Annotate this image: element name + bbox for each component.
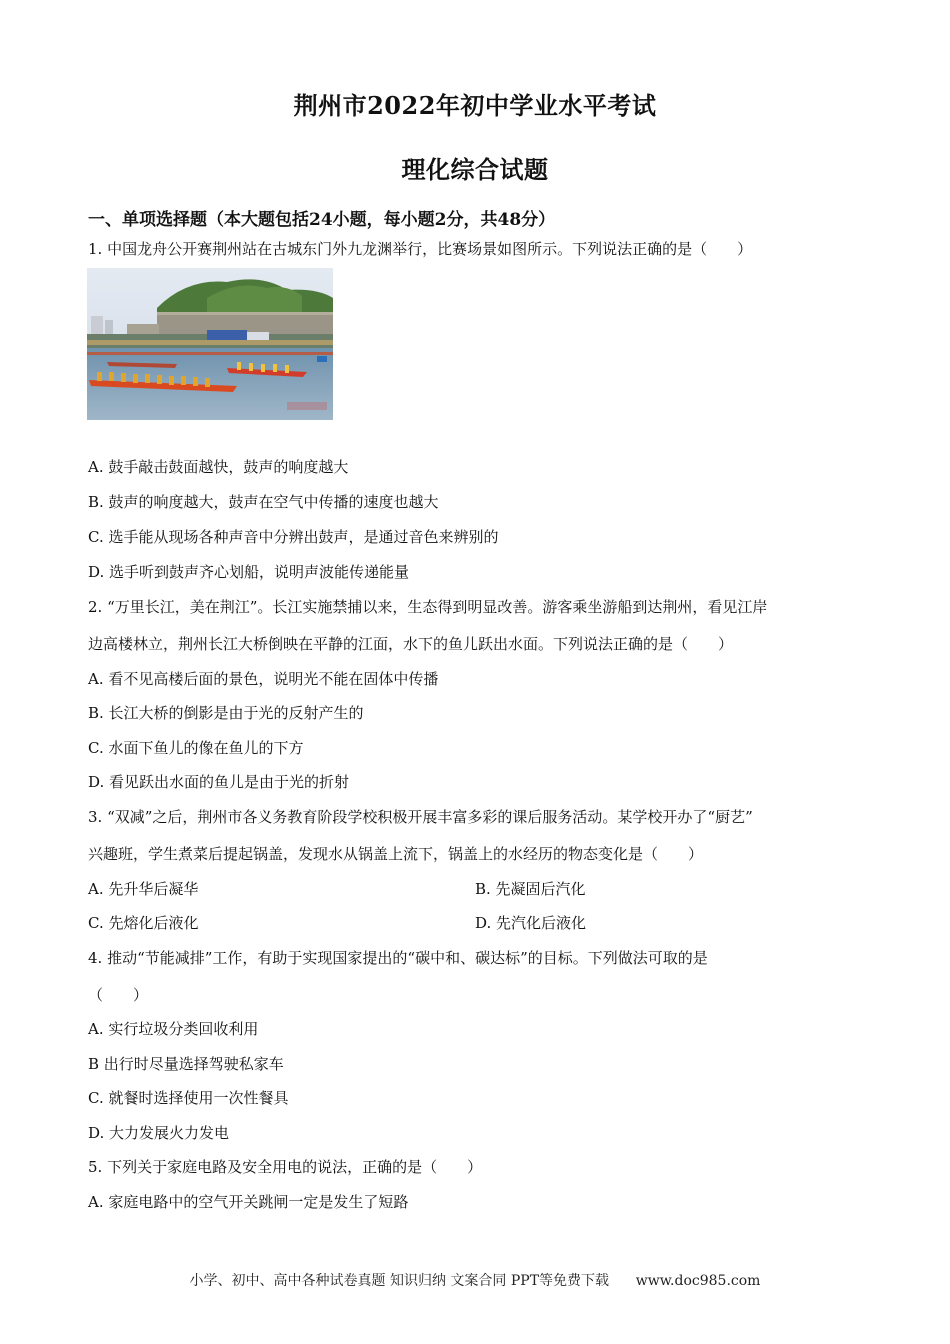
exam-title: 荆州市2022年初中学业水平考试 <box>293 91 657 120</box>
exam-subtitle: 理化综合试题 <box>401 155 549 184</box>
q1-option-b: B. 鼓声的响度越大，鼓声在空气中传播的速度也越大 <box>88 493 439 511</box>
q2-stem-line2: 边高楼林立，荆州长江大桥倒映在平静的江面，水下的鱼儿跃出水面。下列说法正确的是（ ） <box>88 635 734 653</box>
q4-option-a: A. 实行垃圾分类回收利用 <box>88 1020 259 1038</box>
footer-text: 小学、初中、高中各种试卷真题 知识归纳 文案合同 PPT等免费下载 <box>189 1273 610 1289</box>
q4-option-d: D. 大力发展火力发电 <box>88 1124 230 1142</box>
dragon-boat-photo <box>87 268 333 420</box>
page-footer <box>0 1270 950 1290</box>
q2-option-d: D. 看见跃出水面的鱼儿是由于光的折射 <box>88 773 350 791</box>
q4-stem-line2: （ ） <box>88 986 149 1004</box>
q5-stem: 5. 下列关于家庭电路及安全用电的说法，正确的是（ ） <box>88 1158 483 1176</box>
q1-option-a: A. 鼓手敲击鼓面越快，鼓声的响度越大 <box>88 458 349 476</box>
q3-option-b: B. 先凝固后汽化 <box>475 880 586 898</box>
footer-url[interactable]: www.doc985.com <box>635 1273 761 1289</box>
q3-option-d: D. 先汽化后液化 <box>475 914 587 932</box>
q4-stem-line1: 4. 推动“节能减排”工作，有助于实现国家提出的“碳中和、碳达标”的目标。下列做法可取的是 <box>88 949 708 967</box>
q3-stem-line1: 3. “双减”之后，荆州市各义务教育阶段学校积极开展丰富多彩的课后服务活动。某学校开办了“厨艺” <box>88 808 753 826</box>
q1-option-d: D. 选手听到鼓声齐心划船，说明声波能传递能量 <box>88 563 410 581</box>
q1-option-c: C. 选手能从现场各种声音中分辨出鼓声，是通过音色来辨别的 <box>88 528 499 546</box>
q4-option-c: C. 就餐时选择使用一次性餐具 <box>88 1089 289 1107</box>
section-heading: 一、单项选择题（本大题包括24小题，每小题2分，共48分） <box>88 210 556 230</box>
q1-stem: 1. 中国龙舟公开赛荆州站在古城东门外九龙渊举行，比赛场景如图所示。下列说法正确的是（ ） <box>88 240 753 258</box>
q5-option-a: A. 家庭电路中的空气开关跳闸一定是发生了短路 <box>88 1193 409 1211</box>
q3-option-a: A. 先升华后凝华 <box>88 880 199 898</box>
q3-option-c: C. 先熔化后液化 <box>88 914 199 932</box>
q3-stem-line2: 兴趣班，学生煮菜后提起锅盖，发现水从锅盖上流下，锅盖上的水经历的物态变化是（ ） <box>88 845 704 863</box>
q2-option-a: A. 看不见高楼后面的景色，说明光不能在固体中传播 <box>88 670 439 688</box>
q2-option-c: C. 水面下鱼儿的像在鱼儿的下方 <box>88 739 304 757</box>
q4-option-b: B 出行时尽量选择驾驶私家车 <box>88 1055 284 1073</box>
q2-option-b: B. 长江大桥的倒影是由于光的反射产生的 <box>88 704 364 722</box>
q2-stem-line1: 2. “万里长江，美在荆江”。长江实施禁捕以来，生态得到明显改善。游客乘坐游船到达荆州，看见江岸 <box>88 598 768 616</box>
